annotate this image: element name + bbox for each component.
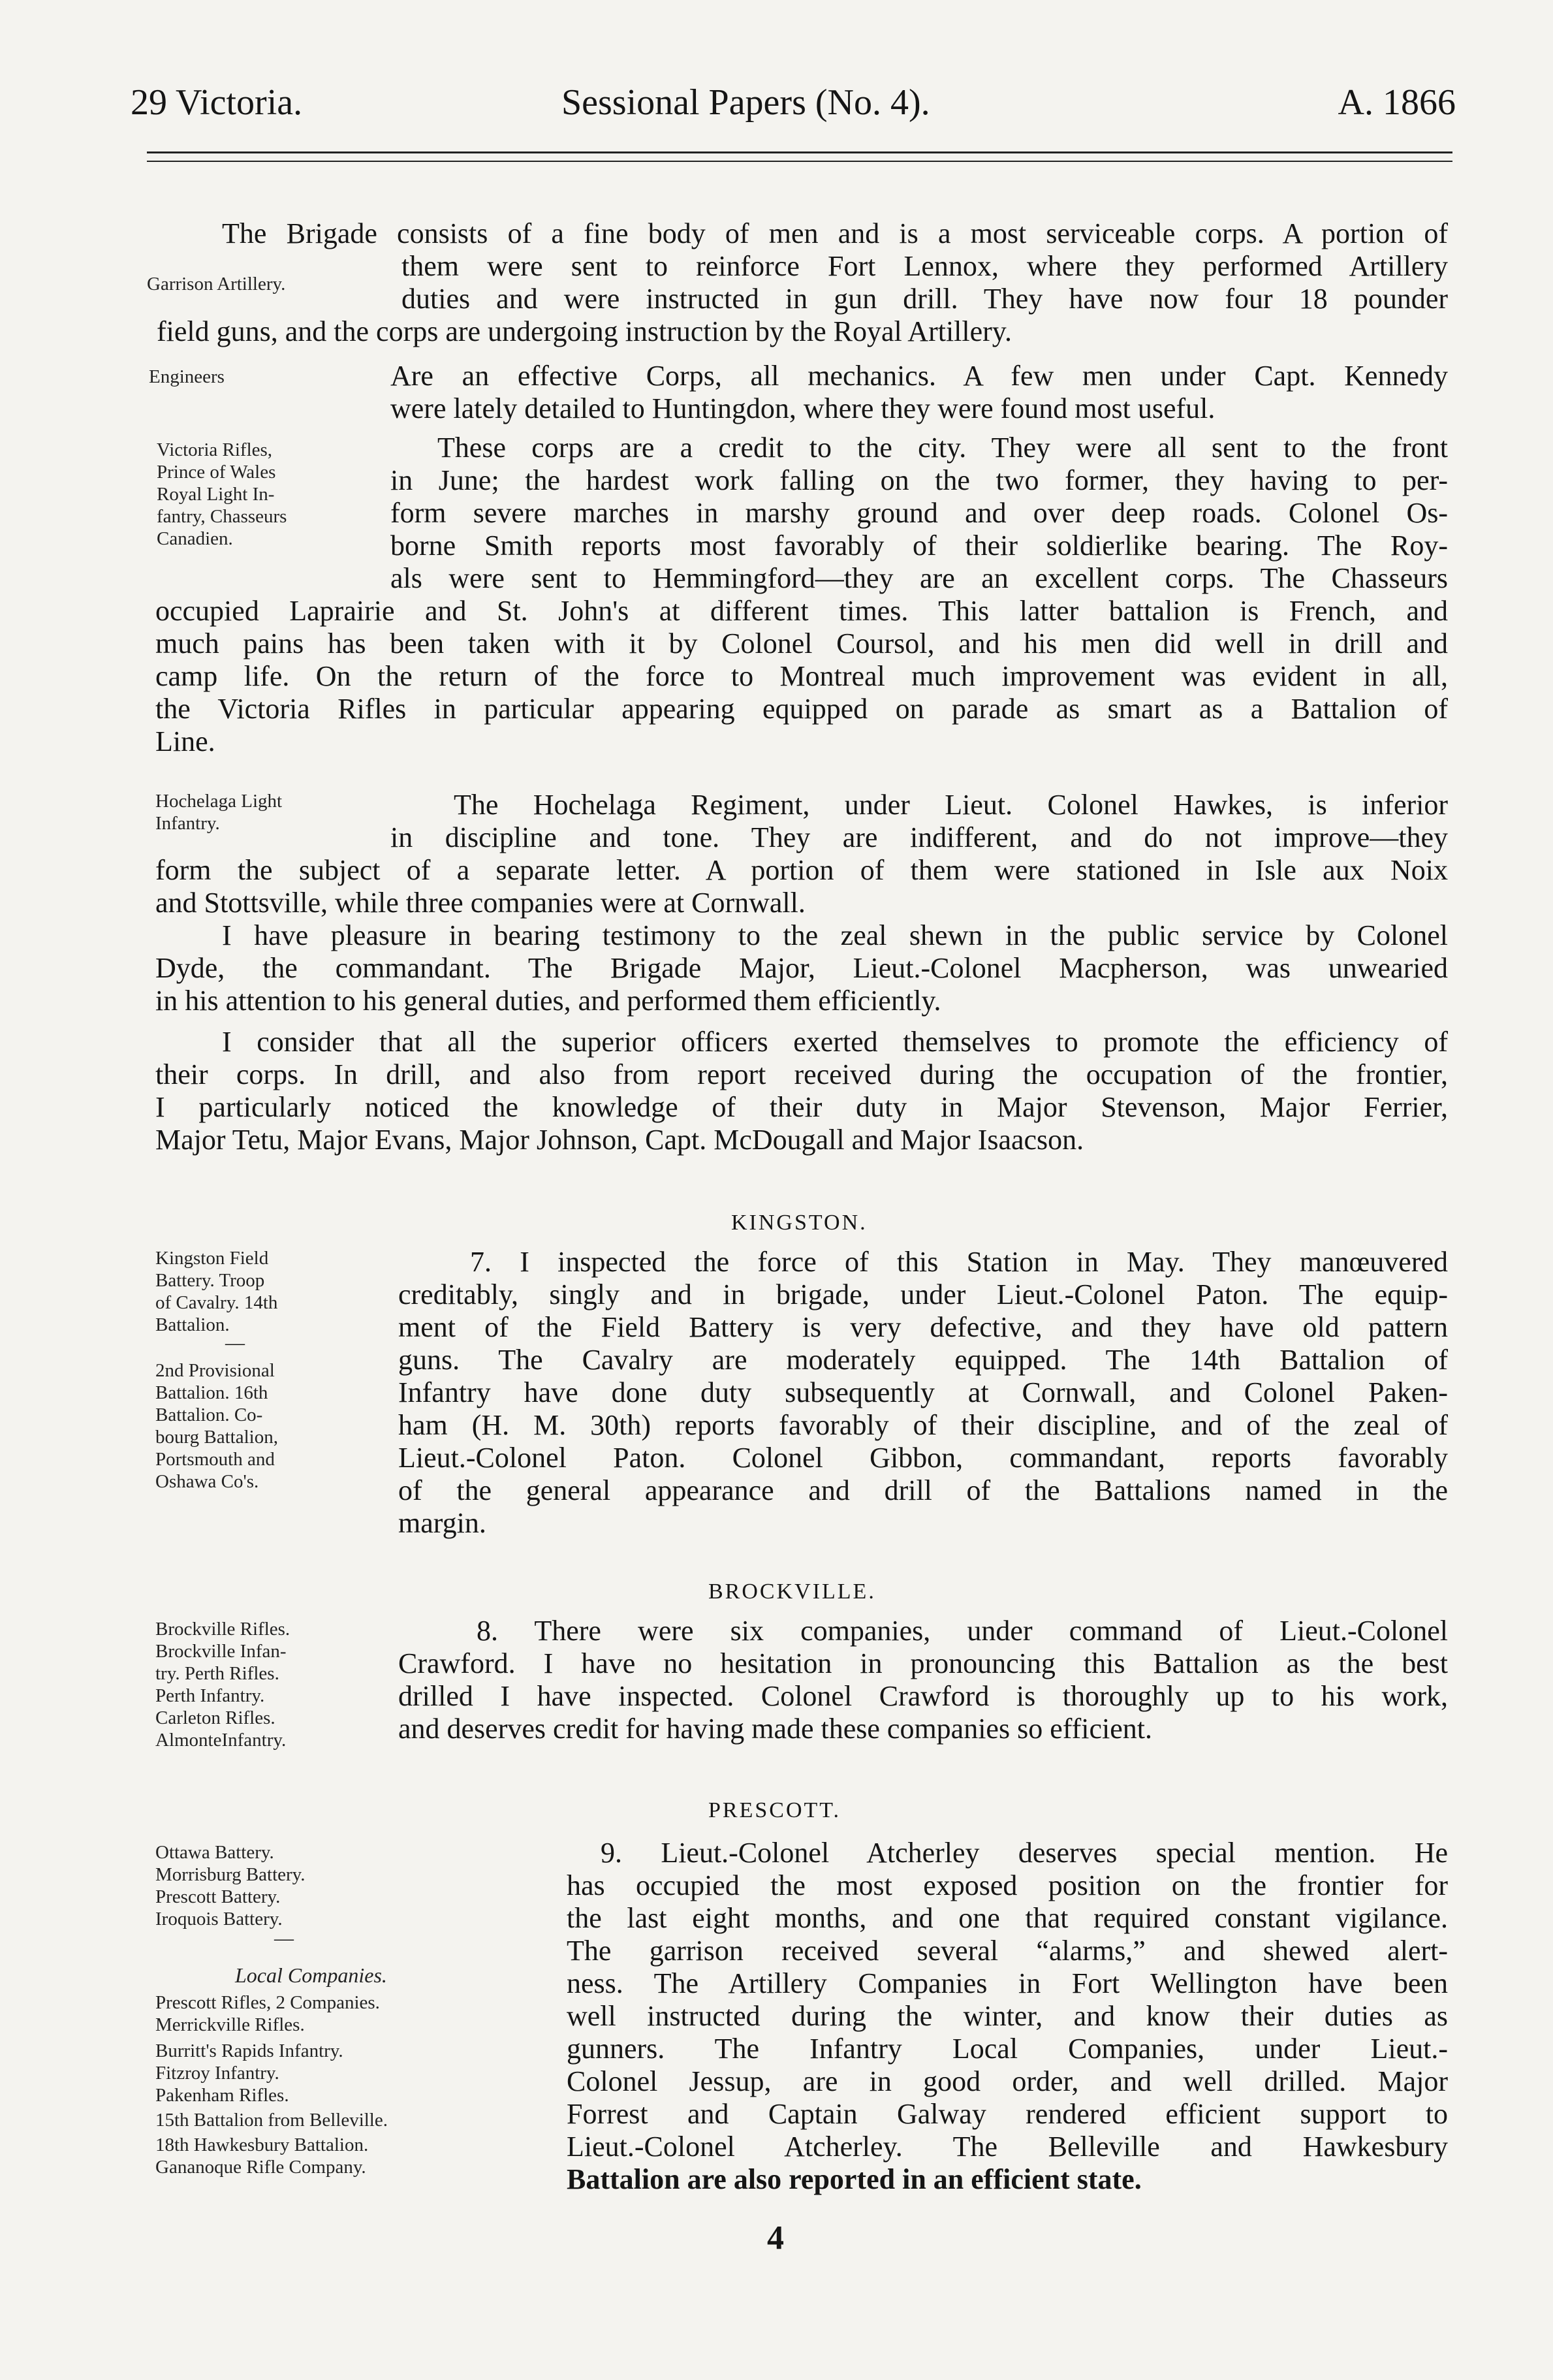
margin-note-kingston-3: Battalion. [155, 1314, 230, 1335]
section-heading-brockville: BROCKVILLE. [708, 1579, 876, 1604]
text-line: ham (H. M. 30th) reports favorably of their discipline, and of the zeal of [398, 1409, 1448, 1441]
margin-note-brockville-1: Brockville Infan- [155, 1641, 287, 1662]
text-line: Major Tetu, Major Evans, Major Johnson, Capt. McDougall and Major Isaacson. [155, 1124, 1084, 1156]
margin-note-kingston-1: Battery. Troop [155, 1270, 265, 1291]
header-rule-thin [147, 161, 1452, 162]
text-line: als were sent to Hemmingford—they are an excellent corps. The Chasseurs [390, 562, 1448, 594]
margin-note-local-3: Fitzroy Infantry. [155, 2063, 279, 2084]
margin-note-kingston-2: of Cavalry. 14th [155, 1292, 278, 1313]
margin-note-local-7: Gananoque Rifle Company. [155, 2157, 366, 2178]
margin-note-local-4: Pakenham Rifles. [155, 2085, 289, 2106]
text-line: The Brigade consists of a fine body of men and is a most serviceable corps. A portion of [222, 217, 1448, 249]
margin-note-provisional-4: Portsmouth and [155, 1449, 275, 1470]
margin-note-brockville-4: Carleton Rifles. [155, 1707, 275, 1728]
header-rule-thick [147, 151, 1452, 153]
text-line: in discipline and tone. They are indifferent, and do not improve—they [390, 821, 1448, 853]
margin-heading-local-companies: Local Companies. [235, 1963, 387, 1987]
margin-note-engineers: Engineers [149, 366, 225, 387]
text-line: Lieut.-Colonel Paton. Colonel Gibbon, commandant, reports favorably [398, 1442, 1448, 1474]
text-line: I have pleasure in bearing testimony to the zeal shewn in the public service by Colonel [222, 919, 1448, 951]
text-line: Line. [155, 725, 215, 757]
text-line: were lately detailed to Huntingdon, where they were found most useful. [390, 392, 1216, 424]
text-line: creditably, singly and in brigade, under Lieut.-Colonel Paton. The equip- [398, 1278, 1448, 1310]
margin-note-victoria-4: Canadien. [157, 528, 233, 549]
text-line: the last eight months, and one that required constant vigilance. [567, 1902, 1448, 1934]
margin-note-provisional-3: bourg Battalion, [155, 1427, 278, 1448]
section-heading-kingston: KINGSTON. [731, 1211, 868, 1235]
text-line: Lieut.-Colonel Atcherley. The Belleville and Hawkesbury [567, 2131, 1448, 2163]
margin-note-brockville-5: AlmonteInfantry. [155, 1730, 287, 1751]
text-line: Crawford. I have no hesitation in pronouncing this Battalion as the best [398, 1647, 1448, 1679]
text-line: These corps are a credit to the city. They were all sent to the front [437, 432, 1448, 464]
margin-note-provisional-0: 2nd Provisional [155, 1360, 275, 1381]
margin-note-garrison: Garrison Artillery. [147, 274, 286, 294]
text-line: and Stottsville, while three companies were at Cornwall. [155, 887, 806, 919]
margin-note-local-5: 15th Battalion from Belleville. [155, 2110, 388, 2131]
text-line: The garrison received several “alarms,” and shewed alert- [567, 1935, 1448, 1967]
text-line: their corps. In drill, and also from report received during the occupation of the frontier, [155, 1058, 1448, 1090]
text-line: much pains has been taken with it by Colonel Coursol, and his men did well in drill and [155, 627, 1448, 659]
text-line: 9. Lieut.-Colonel Atcherley deserves special mention. He [601, 1837, 1448, 1869]
margin-dash: — [225, 1332, 245, 1354]
text-line: guns. The Cavalry are moderately equipped. The 14th Battalion of [398, 1344, 1448, 1376]
text-line: drilled I have inspected. Colonel Crawford is thoroughly up to his work, [398, 1680, 1448, 1712]
text-line: them were sent to reinforce Fort Lennox, where they performed Artillery [401, 250, 1448, 282]
text-line: I particularly noticed the knowledge of their duty in Major Stevenson, Major Ferrier, [155, 1091, 1448, 1123]
margin-note-brockville-0: Brockville Rifles. [155, 1619, 290, 1640]
page-number: 4 [767, 2219, 784, 2257]
text-line: The Hochelaga Regiment, under Lieut. Colonel Hawkes, is inferior [454, 789, 1448, 821]
text-line: Forrest and Captain Galway rendered efficient support to [567, 2098, 1448, 2130]
text-line: in June; the hardest work falling on the two former, they having to per- [390, 464, 1448, 496]
margin-dash: — [274, 1928, 294, 1949]
header-year: A. 1866 [1338, 82, 1456, 123]
text-line: camp life. On the return of the force to Montreal much improvement was evident in all, [155, 660, 1448, 692]
margin-note-provisional-5: Oshawa Co's. [155, 1471, 259, 1492]
text-line: Are an effective Corps, all mechanics. A few men under Capt. Kennedy [390, 360, 1448, 392]
text-line: margin. [398, 1507, 486, 1539]
margin-note-local-1: Merrickville Rifles. [155, 2014, 305, 2035]
text-line: the Victoria Rifles in particular appearing equipped on parade as smart as a Battalion of [155, 693, 1448, 725]
header-title: Sessional Papers (No. 4). [561, 82, 930, 123]
text-line: occupied Laprairie and St. John's at different times. This latter battalion is French, and [155, 595, 1448, 627]
margin-note-local-0: Prescott Rifles, 2 Companies. [155, 1992, 380, 2013]
margin-note-brockville-2: try. Perth Rifles. [155, 1663, 279, 1684]
text-line: form severe marches in marshy ground and over deep roads. Colonel Os- [390, 497, 1448, 529]
text-line: 7. I inspected the force of this Station in May. They manœuvered [470, 1246, 1448, 1278]
text-line: and deserves credit for having made these companies so efficient. [398, 1713, 1152, 1745]
margin-note-local-6: 18th Hawkesbury Battalion. [155, 2134, 369, 2155]
margin-note-hochelaga-1: Infantry. [155, 813, 220, 834]
margin-note-brockville-3: Perth Infantry. [155, 1685, 265, 1706]
margin-note-local-2: Burritt's Rapids Infantry. [155, 2040, 343, 2061]
text-line: borne Smith reports most favorably of their soldierlike bearing. The Roy- [390, 530, 1448, 562]
margin-note-ottawa-2: Prescott Battery. [155, 1886, 281, 1907]
margin-note-kingston-0: Kingston Field [155, 1248, 269, 1269]
page-header [131, 82, 1456, 134]
margin-note-provisional-2: Battalion. Co- [155, 1404, 263, 1425]
text-line: Infantry have done duty subsequently at Cornwall, and Colonel Paken- [398, 1376, 1448, 1408]
text-line: duties and were instructed in gun drill. They have now four 18 pounder [401, 283, 1448, 315]
margin-note-ottawa-0: Ottawa Battery. [155, 1842, 274, 1863]
margin-note-victoria-3: fantry, Chasseurs [157, 506, 287, 527]
text-line: field guns, and the corps are undergoing instruction by the Royal Artillery. [157, 315, 1012, 347]
text-line: gunners. The Infantry Local Companies, under Lieut.- [567, 2033, 1448, 2065]
text-line: in his attention to his general duties, and performed them efficiently. [155, 985, 941, 1017]
margin-note-victoria-0: Victoria Rifles, [157, 439, 273, 460]
text-line: Dyde, the commandant. The Brigade Major, Lieut.-Colonel Macpherson, was unwearied [155, 952, 1448, 984]
text-line: form the subject of a separate letter. A portion of them were stationed in Isle aux Noix [155, 854, 1448, 886]
text-line: ment of the Field Battery is very defective, and they have old pattern [398, 1311, 1448, 1343]
text-line: well instructed during the winter, and know their duties as [567, 2000, 1448, 2032]
margin-note-provisional-1: Battalion. 16th [155, 1382, 268, 1403]
text-line: Colonel Jessup, are in good order, and well drilled. Major [567, 2065, 1448, 2097]
margin-note-hochelaga-0: Hochelaga Light [155, 791, 283, 812]
text-line: has occupied the most exposed position on the frontier for [567, 1869, 1448, 1901]
text-line: of the general appearance and drill of the Battalions named in the [398, 1474, 1448, 1506]
margin-note-victoria-2: Royal Light In- [157, 484, 275, 505]
header-session: 29 Victoria. [131, 82, 303, 123]
text-line: 8. There were six companies, under command of Lieut.-Colonel [477, 1615, 1448, 1647]
text-line: I consider that all the superior officers exerted themselves to promote the efficiency of [222, 1026, 1448, 1058]
section-heading-prescott: PRESCOTT. [708, 1798, 841, 1822]
text-line: Battalion are also reported in an efficient state. [567, 2163, 1142, 2195]
margin-note-ottawa-3: Iroquois Battery. [155, 1909, 283, 1929]
margin-note-victoria-1: Prince of Wales [157, 462, 276, 483]
text-line: ness. The Artillery Companies in Fort Wellington have been [567, 1967, 1448, 1999]
margin-note-ottawa-1: Morrisburg Battery. [155, 1864, 306, 1885]
